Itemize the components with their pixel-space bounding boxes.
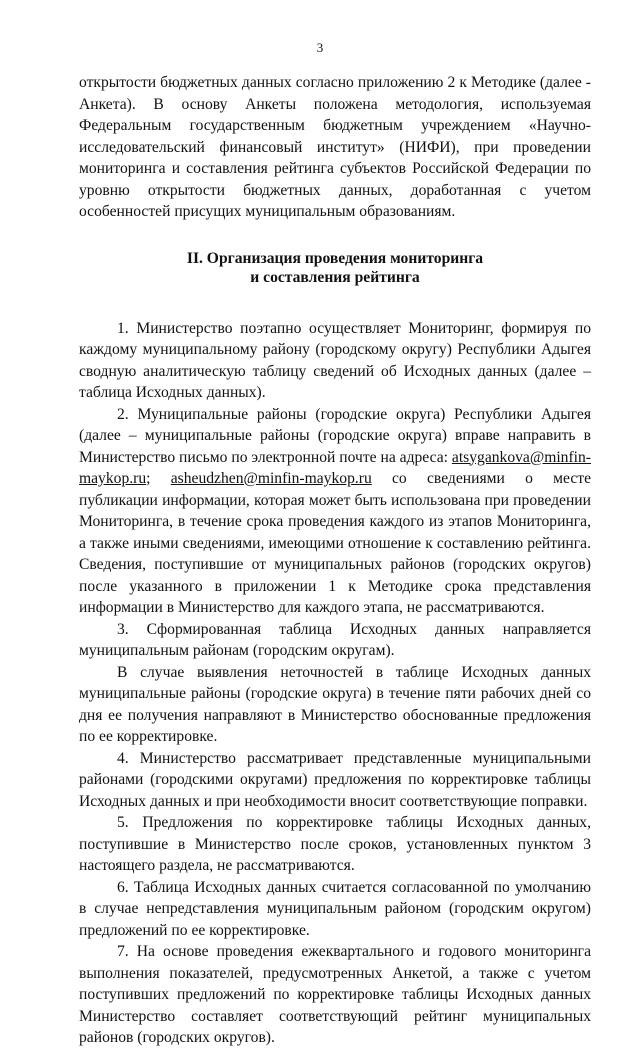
email-link-atsygankova[interactable]: atsygankova@minfin-maykop.ru: [79, 448, 591, 487]
paragraph-3-continued: В случае выявления неточностей в таблице Исходных данных муниципальные районы (городские округа) в течение пяти рабочих дней со дня ее получения направляют в Министерство обоснованные предложения по ее корректировке.: [79, 663, 591, 745]
paragraph-4: 4. Министерство рассматривает представленные муниципальными районами (городскими округами) предложения по корректировке таблицы Исходных данных и при необходимости вносит соответствующие поправки.: [79, 749, 591, 810]
paragraph-6: 6. Таблица Исходных данных считается согласованной по умолчанию в случае непредставления муниципальным районом (городским округом) предложений по ее корректировке.: [79, 878, 591, 939]
paragraph-5: 5. Предложения по корректировке таблицы Исходных данных, поступившие в Министерство после сроков, установленных пунктом 3 настоящего раздела, не рассматриваются.: [79, 814, 591, 874]
section-title: [79, 249, 591, 287]
section-title-line-1: II. Организация проведения мониторинга: [186, 249, 484, 267]
document-body: [79, 72, 591, 1049]
spacer: [79, 223, 591, 249]
email-separator: ;: [146, 470, 171, 487]
page-number: 3: [316, 40, 324, 55]
intro-paragraph: открытости бюджетных данных согласно приложению 2 к Методике (далее - Анкета). В основу Анкеты положена методология, используемая Федеральным государственным бюджетным учреждением «Научно-исследовательский финансовый институт» (НИФИ), при проведении мониторинга и составления рейтинга субъектов Российской Федерации по уровню открытости бюджетных данных, доработанная с учетом особенностей присущих муниципальным образованиям.: [79, 74, 591, 220]
paragraph-3: 3. Сформированная таблица Исходных данных направляется муниципальным районам (городским округам).: [79, 620, 591, 659]
paragraph-2-text-end: со сведениями о месте публикации информации, которая может быть использована при проведении Мониторинга, в течение срока проведения каждого из этапов Мониторинга, а также иными сведениями, имеющими отношение к составлению рейтинга. Сведения, поступившие от муниципальных районов (городских округов) после указанного в приложении 1 к Методике срока представления информации в Министерство для каждого этапа, не рассматриваются.: [79, 470, 591, 616]
spacer: [79, 287, 591, 318]
section-title-line-2: и составления рейтинга: [250, 268, 420, 286]
paragraph-2-text-start: 2. Муниципальные районы (городские округа) Республики Адыгея (далее – муниципальные районы (городские округа) вправе направить в Министерство письмо по электронной почте на адреса:: [79, 405, 591, 466]
paragraph-2: [79, 404, 591, 619]
paragraph-1: 1. Министерство поэтапно осуществляет Мониторинг, формируя по каждому муниципальному району (городскому округу) Республики Адыгея сводную аналитическую таблицу сведений об Исходных данных (далее – таблица Исходных данных).: [79, 319, 591, 401]
email-link-asheudzhen[interactable]: asheudzhen@minfin-maykop.ru: [170, 470, 372, 487]
paragraph-7: 7. На основе проведения ежеквартального и годового мониторинга выполнения показателей, предусмотренных Анкетой, а также с учетом поступивших предложений по корректировке таблицы Исходных данных Министерство составляет соответствующий рейтинг муниципальных районов (городских округов).: [79, 943, 591, 1046]
